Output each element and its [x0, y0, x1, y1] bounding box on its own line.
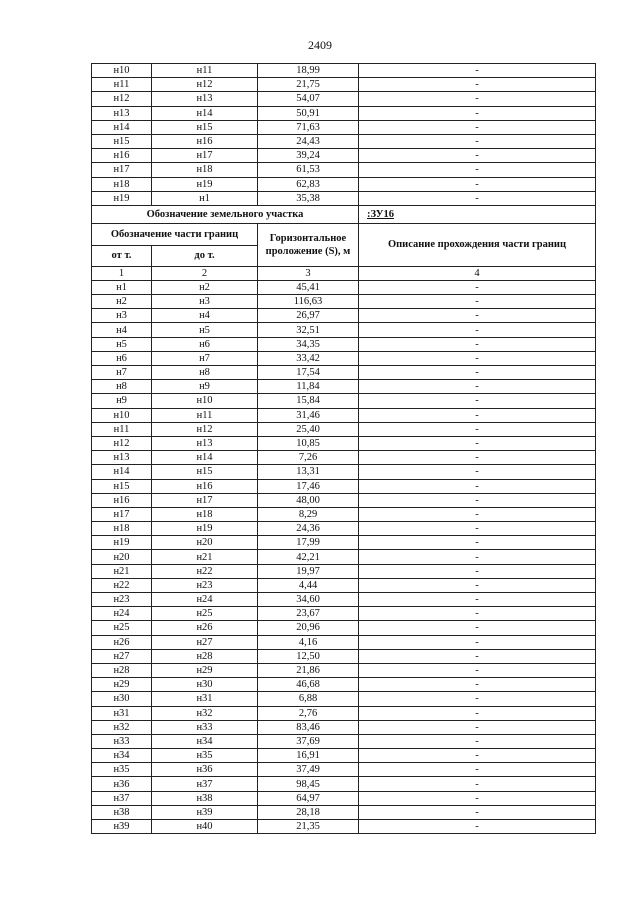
table-row	[92, 191, 596, 205]
point-from-cell: н4	[92, 323, 152, 337]
table-row	[92, 550, 596, 564]
distance-cell: 20,96	[258, 621, 359, 635]
table-row	[92, 309, 596, 323]
table-row	[92, 366, 596, 380]
description-cell: -	[359, 635, 596, 649]
distance-cell: 17,54	[258, 366, 359, 380]
table-row	[92, 578, 596, 592]
point-to-cell: н8	[152, 366, 258, 380]
distance-cell: 21,35	[258, 820, 359, 834]
description-cell: -	[359, 163, 596, 177]
table-row	[92, 479, 596, 493]
distance-cell: 34,60	[258, 593, 359, 607]
point-to-cell: н2	[152, 280, 258, 294]
point-to-cell: н19	[152, 177, 258, 191]
description-cell: -	[359, 295, 596, 309]
distance-cell: 39,24	[258, 149, 359, 163]
point-from-cell: н6	[92, 351, 152, 365]
point-from-cell: н32	[92, 720, 152, 734]
point-from-cell: н19	[92, 191, 152, 205]
distance-cell: 13,31	[258, 465, 359, 479]
distance-cell: 64,97	[258, 791, 359, 805]
point-from-cell: н13	[92, 451, 152, 465]
description-cell: -	[359, 663, 596, 677]
point-from-cell: н22	[92, 578, 152, 592]
description-cell: -	[359, 149, 596, 163]
distance-cell: 26,97	[258, 309, 359, 323]
point-to-cell: н10	[152, 394, 258, 408]
distance-cell: 21,86	[258, 663, 359, 677]
point-from-cell: н18	[92, 177, 152, 191]
point-to-cell: н35	[152, 749, 258, 763]
table-row	[92, 692, 596, 706]
point-from-cell: н38	[92, 805, 152, 819]
distance-cell: 28,18	[258, 805, 359, 819]
point-from-cell: н29	[92, 678, 152, 692]
distance-cell: 32,51	[258, 323, 359, 337]
table-row	[92, 465, 596, 479]
distance-cell: 83,46	[258, 720, 359, 734]
description-cell: -	[359, 394, 596, 408]
point-from-cell: н21	[92, 564, 152, 578]
table-row	[92, 280, 596, 294]
point-from-cell: н2	[92, 295, 152, 309]
col-number: 3	[258, 266, 359, 280]
point-to-cell: н25	[152, 607, 258, 621]
point-from-cell: н25	[92, 621, 152, 635]
table-row	[92, 678, 596, 692]
point-to-cell: н9	[152, 380, 258, 394]
point-to-cell: н11	[152, 408, 258, 422]
point-to-cell: н18	[152, 507, 258, 521]
distance-cell: 12,50	[258, 649, 359, 663]
description-cell: -	[359, 351, 596, 365]
description-cell: -	[359, 380, 596, 394]
point-from-cell: н17	[92, 163, 152, 177]
point-to-cell: н24	[152, 593, 258, 607]
point-to-cell: н13	[152, 92, 258, 106]
table-row	[92, 564, 596, 578]
point-to-cell: н21	[152, 550, 258, 564]
table-row	[92, 621, 596, 635]
table-row	[92, 163, 596, 177]
distance-cell: 10,85	[258, 436, 359, 450]
point-from-cell: н33	[92, 734, 152, 748]
point-from-cell: н9	[92, 394, 152, 408]
description-cell: -	[359, 280, 596, 294]
table-row	[92, 607, 596, 621]
point-from-cell: н8	[92, 380, 152, 394]
distance-cell: 8,29	[258, 507, 359, 521]
table-row	[92, 649, 596, 663]
point-from-cell: н18	[92, 522, 152, 536]
point-to-cell: н32	[152, 706, 258, 720]
point-from-cell: н1	[92, 280, 152, 294]
point-from-cell: н10	[92, 64, 152, 78]
point-to-cell: н29	[152, 663, 258, 677]
point-to-cell: н16	[152, 479, 258, 493]
description-cell: -	[359, 451, 596, 465]
table-row	[92, 706, 596, 720]
description-cell: -	[359, 522, 596, 536]
point-from-cell: н5	[92, 337, 152, 351]
description-cell: -	[359, 578, 596, 592]
point-to-cell: н14	[152, 451, 258, 465]
distance-cell: 116,63	[258, 295, 359, 309]
description-cell: -	[359, 191, 596, 205]
table-row	[92, 734, 596, 748]
point-to-cell: н18	[152, 163, 258, 177]
point-to-cell: н37	[152, 777, 258, 791]
table-top-body	[92, 64, 596, 206]
section-header	[92, 205, 596, 280]
point-to-cell: н5	[152, 323, 258, 337]
table-row	[92, 380, 596, 394]
page-number: 2409	[308, 38, 332, 52]
point-to-cell: н39	[152, 805, 258, 819]
table-row	[92, 663, 596, 677]
table-row	[92, 720, 596, 734]
distance-cell: 17,99	[258, 536, 359, 550]
point-from-cell: н37	[92, 791, 152, 805]
description-cell: -	[359, 820, 596, 834]
point-to-cell: н19	[152, 522, 258, 536]
table-row	[92, 64, 596, 78]
description-cell: -	[359, 422, 596, 436]
table-row	[92, 351, 596, 365]
point-to-cell: н13	[152, 436, 258, 450]
distance-cell: 11,84	[258, 380, 359, 394]
table-row	[92, 106, 596, 120]
point-to-cell: н30	[152, 678, 258, 692]
distance-cell: 61,53	[258, 163, 359, 177]
col-number: 2	[152, 266, 258, 280]
distance-cell: 34,35	[258, 337, 359, 351]
point-from-cell: н12	[92, 436, 152, 450]
distance-cell: 19,97	[258, 564, 359, 578]
description-cell: -	[359, 607, 596, 621]
distance-cell: 35,38	[258, 191, 359, 205]
point-from-cell: н31	[92, 706, 152, 720]
distance-cell: 37,49	[258, 763, 359, 777]
description-cell: -	[359, 621, 596, 635]
point-to-cell: н27	[152, 635, 258, 649]
distance-cell: 6,88	[258, 692, 359, 706]
description-cell: -	[359, 805, 596, 819]
point-from-cell: н11	[92, 422, 152, 436]
point-from-cell: н27	[92, 649, 152, 663]
table-row	[92, 536, 596, 550]
distance-cell: 24,36	[258, 522, 359, 536]
table-row	[92, 120, 596, 134]
description-cell: -	[359, 106, 596, 120]
distance-cell: 71,63	[258, 120, 359, 134]
point-from-cell: н11	[92, 78, 152, 92]
table-row	[92, 394, 596, 408]
point-from-cell: н15	[92, 134, 152, 148]
point-to-cell: н3	[152, 295, 258, 309]
distance-cell: 37,69	[258, 734, 359, 748]
description-cell: -	[359, 323, 596, 337]
table-main-body	[92, 280, 596, 833]
table-row	[92, 791, 596, 805]
table-row	[92, 149, 596, 163]
table-row	[92, 507, 596, 521]
distance-cell: 23,67	[258, 607, 359, 621]
description-cell: -	[359, 593, 596, 607]
description-cell: -	[359, 749, 596, 763]
col-distance-header: Горизонтальное проложение (S), м	[258, 223, 359, 266]
description-cell: -	[359, 791, 596, 805]
point-to-cell: н12	[152, 422, 258, 436]
section-title: Обозначение земельного участка	[92, 205, 359, 223]
table-row	[92, 749, 596, 763]
table-row	[92, 522, 596, 536]
point-from-cell: н3	[92, 309, 152, 323]
col-description-header: Описание прохождения части границ	[359, 223, 596, 266]
point-to-cell: н34	[152, 734, 258, 748]
point-to-cell: н22	[152, 564, 258, 578]
col-number: 4	[359, 266, 596, 280]
point-to-cell: н40	[152, 820, 258, 834]
table-row	[92, 78, 596, 92]
table-row	[92, 422, 596, 436]
table-row	[92, 408, 596, 422]
distance-cell: 15,84	[258, 394, 359, 408]
point-from-cell: н26	[92, 635, 152, 649]
description-cell: -	[359, 78, 596, 92]
boundary-table	[91, 63, 596, 834]
point-from-cell: н34	[92, 749, 152, 763]
description-cell: -	[359, 763, 596, 777]
point-to-cell: н17	[152, 493, 258, 507]
point-to-cell: н1	[152, 191, 258, 205]
point-to-cell: н28	[152, 649, 258, 663]
point-from-cell: н39	[92, 820, 152, 834]
point-from-cell: н14	[92, 120, 152, 134]
point-from-cell: н23	[92, 593, 152, 607]
point-to-cell: н4	[152, 309, 258, 323]
point-to-cell: н14	[152, 106, 258, 120]
table-row	[92, 134, 596, 148]
point-from-cell: н36	[92, 777, 152, 791]
point-to-cell: н17	[152, 149, 258, 163]
table-row	[92, 820, 596, 834]
description-cell: -	[359, 734, 596, 748]
description-cell: -	[359, 550, 596, 564]
point-from-cell: н30	[92, 692, 152, 706]
point-from-cell: н35	[92, 763, 152, 777]
table-row	[92, 635, 596, 649]
description-cell: -	[359, 92, 596, 106]
point-to-cell: н12	[152, 78, 258, 92]
point-to-cell: н38	[152, 791, 258, 805]
distance-cell: 17,46	[258, 479, 359, 493]
point-to-cell: н16	[152, 134, 258, 148]
table-row	[92, 295, 596, 309]
distance-cell: 98,45	[258, 777, 359, 791]
point-to-cell: н20	[152, 536, 258, 550]
distance-cell: 16,91	[258, 749, 359, 763]
table-row	[92, 337, 596, 351]
distance-cell: 4,44	[258, 578, 359, 592]
point-from-cell: н14	[92, 465, 152, 479]
table-row	[92, 451, 596, 465]
description-cell: -	[359, 64, 596, 78]
description-cell: -	[359, 777, 596, 791]
description-cell: -	[359, 536, 596, 550]
table-row	[92, 593, 596, 607]
description-cell: -	[359, 120, 596, 134]
distance-cell: 21,75	[258, 78, 359, 92]
description-cell: -	[359, 692, 596, 706]
distance-cell: 62,83	[258, 177, 359, 191]
description-cell: -	[359, 507, 596, 521]
point-from-cell: н10	[92, 408, 152, 422]
description-cell: -	[359, 408, 596, 422]
distance-cell: 54,07	[258, 92, 359, 106]
description-cell: -	[359, 564, 596, 578]
col-from-header: от т.	[92, 245, 152, 266]
description-cell: -	[359, 366, 596, 380]
table-row	[92, 763, 596, 777]
table-row	[92, 493, 596, 507]
description-cell: -	[359, 177, 596, 191]
distance-cell: 7,26	[258, 451, 359, 465]
point-from-cell: н12	[92, 92, 152, 106]
table-row	[92, 92, 596, 106]
col-to-header: до т.	[152, 245, 258, 266]
point-from-cell: н28	[92, 663, 152, 677]
point-from-cell: н20	[92, 550, 152, 564]
description-cell: -	[359, 678, 596, 692]
distance-cell: 50,91	[258, 106, 359, 120]
point-from-cell: н16	[92, 149, 152, 163]
description-cell: -	[359, 337, 596, 351]
distance-cell: 45,41	[258, 280, 359, 294]
table-row	[92, 323, 596, 337]
column-number-row	[92, 266, 596, 280]
distance-cell: 2,76	[258, 706, 359, 720]
column-header-row	[92, 223, 596, 245]
distance-cell: 18,99	[258, 64, 359, 78]
point-to-cell: н7	[152, 351, 258, 365]
cadastral-number: :ЗУ16	[359, 205, 596, 223]
distance-cell: 24,43	[258, 134, 359, 148]
point-to-cell: н23	[152, 578, 258, 592]
point-to-cell: н11	[152, 64, 258, 78]
description-cell: -	[359, 649, 596, 663]
table-row	[92, 436, 596, 450]
point-from-cell: н19	[92, 536, 152, 550]
point-from-cell: н7	[92, 366, 152, 380]
point-to-cell: н33	[152, 720, 258, 734]
table-row	[92, 177, 596, 191]
point-from-cell: н17	[92, 507, 152, 521]
distance-cell: 46,68	[258, 678, 359, 692]
col-group-header: Обозначение части границ	[92, 223, 258, 245]
point-to-cell: н31	[152, 692, 258, 706]
point-to-cell: н26	[152, 621, 258, 635]
point-to-cell: н15	[152, 465, 258, 479]
distance-cell: 31,46	[258, 408, 359, 422]
section-title-row	[92, 205, 596, 223]
distance-cell: 25,40	[258, 422, 359, 436]
distance-cell: 33,42	[258, 351, 359, 365]
point-to-cell: н6	[152, 337, 258, 351]
description-cell: -	[359, 134, 596, 148]
description-cell: -	[359, 706, 596, 720]
col-number: 1	[92, 266, 152, 280]
point-from-cell: н16	[92, 493, 152, 507]
table-row	[92, 777, 596, 791]
description-cell: -	[359, 309, 596, 323]
distance-cell: 42,21	[258, 550, 359, 564]
point-from-cell: н13	[92, 106, 152, 120]
table-row	[92, 805, 596, 819]
point-from-cell: н15	[92, 479, 152, 493]
description-cell: -	[359, 479, 596, 493]
point-to-cell: н15	[152, 120, 258, 134]
point-to-cell: н36	[152, 763, 258, 777]
point-from-cell: н24	[92, 607, 152, 621]
distance-cell: 48,00	[258, 493, 359, 507]
description-cell: -	[359, 436, 596, 450]
description-cell: -	[359, 493, 596, 507]
description-cell: -	[359, 465, 596, 479]
distance-cell: 4,16	[258, 635, 359, 649]
description-cell: -	[359, 720, 596, 734]
